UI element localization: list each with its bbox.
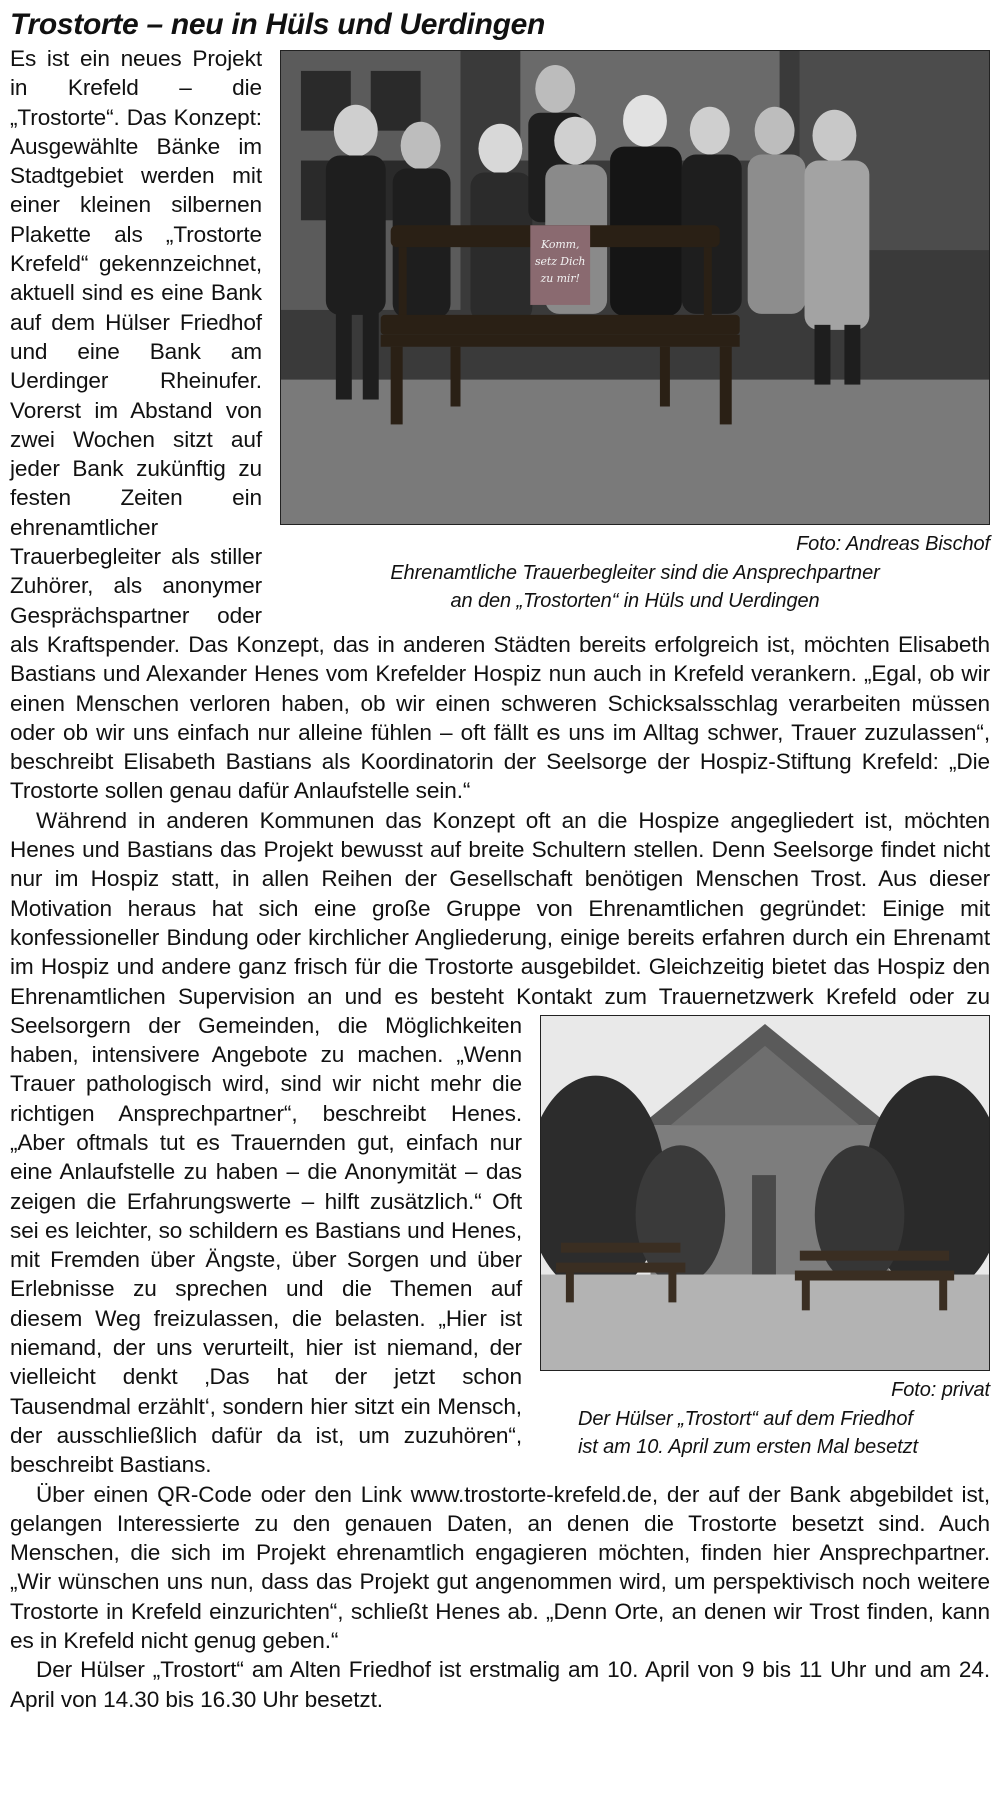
caption-line: ist am 10. April zum ersten Mal besetzt xyxy=(578,1435,918,1458)
photo-caption-cemetery xyxy=(540,1405,990,1461)
article-headline: Trostorte – neu in Hüls und Uerdingen xyxy=(10,8,546,41)
photo-credit-cemetery: Foto: privat xyxy=(891,1378,990,1401)
caption-line: an den „Trostorten“ in Hüls und Uerdingen xyxy=(450,590,820,612)
article-body xyxy=(10,44,990,1714)
cemetery-bench-image xyxy=(540,1015,990,1371)
article xyxy=(10,8,990,1714)
svg-text:Komm,: Komm, xyxy=(541,238,580,252)
caption-line: Ehrenamtliche Trauerbegleiter sind die Ansprechpartner xyxy=(390,562,880,584)
paragraph-concept: Während in anderen Kommunen das Konzept oft an die Hospize angegliedert ist, möchten Henes und Bastians das Projekt bewusst auf breite Schultern stellen. Denn Seelsorge findet nicht nur im Hospiz statt, in allen Reihen der Gesellschaft benötigen Menschen Trost. Aus dieser Motivation heraus hat sich eine große Gruppe von Ehrenamtlichen gegründet: Einige mit konfessioneller Bindung oder kirchlicher Angliederung, einige bereits erfahren durch ein Ehrenamt im Hospiz und andere ganz frisch für die Trostorte ausgebildet. Gleichzeitig bietet das Hospiz den Ehrenamtlichen Supervision an und es besteht Kontakt zum Trauernetzwerk Krefeld oder zu Seelsorgern der Gemeinden, die xyxy=(10,807,990,1038)
caption-line: Der Hülser „Trostort“ auf dem Friedhof xyxy=(578,1407,913,1430)
paragraph-concept-continued: Möglichkeiten haben, intensivere Angebote zu machen. „Wenn Trauer pathologisch wird, sind wir nicht mehr die richtigen Ansprechpartner“, beschreibt Henes. „Aber oftmals tut es Trauernden gut, einfach nur eine Anlaufstelle zu haben – die Anonymität – das zeigen die Erfahrungswerte – hilft zusätzlich.“ Oft sei es leichter, so schildern es Bastians und Henes, mit Fremden über Ängste, über Sorgen und über Erlebnisse zu sprechen und die Themen auf diesem Weg freizulassen, die belasten. „Hier ist niemand, der uns verurteilt, hier ist niemand, der vielleicht denkt ‚Das hat der jetzt schon Tausendmal erzählt‘, sondern hier sitzt ein Mensch, der ausschließlich dafür da ist, um zuzuhören“, beschreibt Bastians. xyxy=(10,1012,522,1478)
figure-group-photo xyxy=(280,50,990,615)
paragraph-intro: Es ist ein neues Projekt in Krefeld – die „Trostorte“. Das Konzept: Ausgewählte Bänke im Stadtgebiet werden mit einer kleinen silbernen Plakette als „Trostorte Krefeld“ gekennzeichnet, aktuell sind es eine Bank auf dem Hülser Friedhof und eine Bank am Uerdinger Rheinufer. Vorerst im Abstand von zwei Wochen sitzt auf jeder Bank zukünftig zu festen Zeiten ein ehrenamtlicher Trauerbegleiter als stiller Zuhörer, als anonymer Gesprächspartner oder als Kraftspender. Das Konzept, das in anderen Städten bereits erfolgreich ist, möchten Elisabeth Bastians und Alexander Henes vom Krefelder Hospiz nun auch in Krefeld verankern. „Egal, ob wir einen Menschen verloren haben, ob wir einen schweren Schicksalsschlag verarbeiten müssen oder ob wir uns einfach nur alleine fühlen – oft fällt es uns im Alltag schwer, Trauer zuzulassen“, beschreibt Elisabeth Bastians als Koordinatorin der Seelsorge der Hospiz-Stiftung Krefeld: „Die Trostorte sollen genau dafür Anlaufstelle sein.“ xyxy=(10,46,990,804)
paragraph-qr-code: Über einen QR-Code oder den Link www.trostorte-krefeld.de, der auf der Bank abgebildet ist, gelangen Interessierte zu den genauen Daten, an denen die Trostorte besetzt sind. Auch Menschen, die sich im Projekt ehrenamtlich engagieren möchten, finden hier Ansprechpartner. „Wir wünschen uns nun, dass das Projekt gut angenommen wird, um perspektivisch noch weitere Trostorte in Krefeld einzurichten“, schließt Henes ab. „Denn Orte, an denen wir Trost finden, kann es in Krefeld nicht genug geben.“ xyxy=(10,1481,990,1654)
svg-text:setz Dich: setz Dich xyxy=(535,255,586,269)
photo-credit-group: Foto: Andreas Bischof xyxy=(796,533,990,555)
photo-caption-group xyxy=(280,559,990,615)
group-photo-image xyxy=(280,50,990,525)
figure-cemetery-photo xyxy=(540,1015,990,1461)
paragraph-dates: Der Hülser „Trostort“ am Alten Friedhof ist erstmalig am 10. April von 9 bis 11 Uhr und am 24. April von 14.30 bis 16.30 Uhr besetzt. xyxy=(10,1657,990,1712)
svg-text:zu mir!: zu mir! xyxy=(540,272,580,286)
